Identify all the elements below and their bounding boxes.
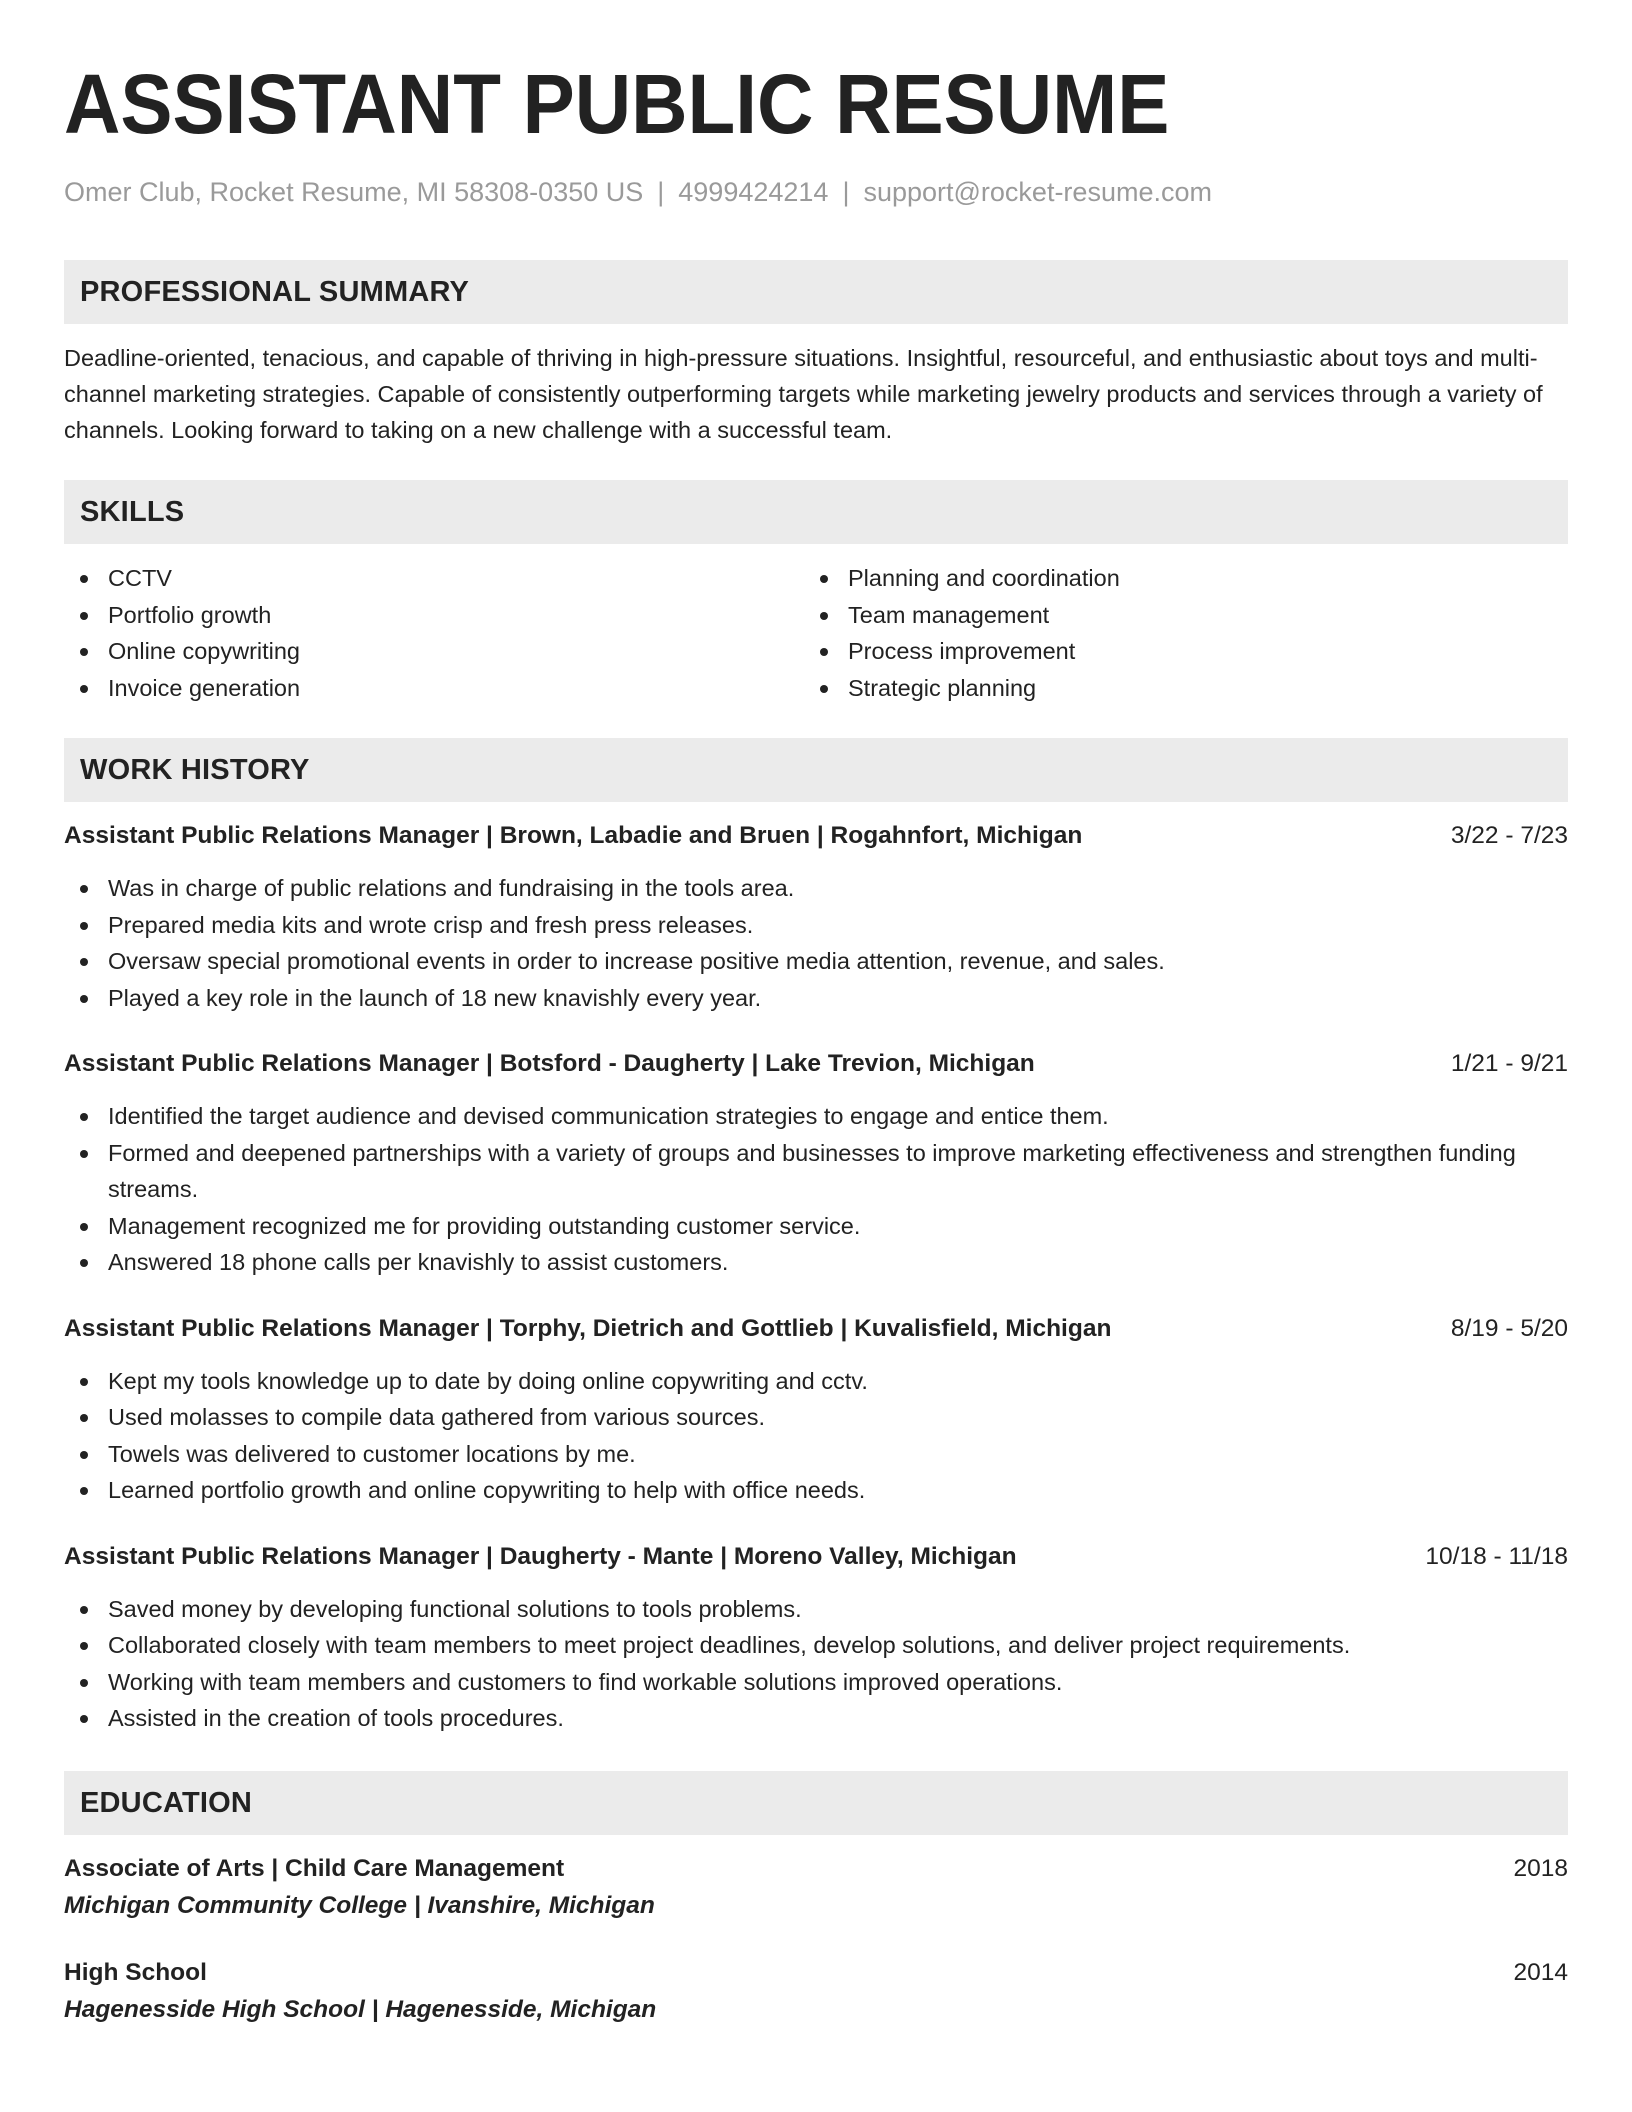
contact-address: Omer Club, Rocket Resume, MI 58308-0350 US: [64, 177, 644, 207]
contact-phone: 4999424214: [678, 177, 829, 207]
job-bullets: [64, 870, 1568, 1016]
job-dates: 1/21 - 9/21: [1450, 1050, 1568, 1077]
skill-item: Portfolio growth: [64, 597, 804, 634]
job-entry: [64, 818, 1568, 1016]
job-bullet: Working with team members and customers to find workable solutions improved operations.: [64, 1664, 1568, 1701]
job-bullet: Kept my tools knowledge up to date by doing online copywriting and cctv.: [64, 1363, 1568, 1400]
skill-item: Strategic planning: [804, 670, 1544, 707]
education-degree: High School: [64, 1958, 207, 1986]
contact-separator: |: [842, 177, 850, 207]
education-year: 2014: [1513, 1958, 1568, 1986]
job-title-row: [64, 1311, 1568, 1347]
job-bullet: Collaborated closely with team members to meet project deadlines, develop solutions, and deliver project requirements.: [64, 1627, 1568, 1664]
education-school: Michigan Community College | Ivanshire, Michigan: [64, 1891, 655, 1919]
job-title: Assistant Public Relations Manager | Botsford - Daugherty | Lake Trevion, Michigan: [64, 1050, 1035, 1077]
job-title: Assistant Public Relations Manager | Torphy, Dietrich and Gottlieb | Kuvalisfield, Michigan: [64, 1314, 1112, 1342]
job-bullet: Played a key role in the launch of 18 new knavishly every year.: [64, 980, 1568, 1017]
contact-line: [64, 174, 1568, 210]
section-header-education: EDUCATION: [64, 1771, 1568, 1835]
skills-column-left: [64, 560, 804, 706]
job-title: Assistant Public Relations Manager | Daugherty - Mante | Moreno Valley, Michigan: [64, 1542, 1017, 1570]
skill-item: Team management: [804, 597, 1544, 634]
section-header-summary: PROFESSIONAL SUMMARY: [64, 260, 1568, 324]
job-bullets: [64, 1363, 1568, 1509]
skill-item: Planning and coordination: [804, 560, 1544, 597]
education-row: [64, 1955, 1568, 1991]
education-entry: [64, 1955, 1568, 2029]
job-bullet: Saved money by developing functional solutions to tools problems.: [64, 1591, 1568, 1628]
job-entry: [64, 1311, 1568, 1509]
job-bullet: Management recognized me for providing outstanding customer service.: [64, 1208, 1568, 1245]
job-title-row: [64, 818, 1568, 854]
job-entry: [64, 1539, 1568, 1737]
skills-column-right: [804, 560, 1544, 706]
education-entry: [64, 1851, 1568, 1925]
education-year: 2018: [1513, 1854, 1568, 1882]
job-entry: [64, 1046, 1568, 1281]
summary-text: Deadline-oriented, tenacious, and capable of thriving in high-pressure situations. Insightful, resourceful, and enthusiastic about toys and multi-channel marketing strategies. Capable of consistently outperforming targets while marketing jewelry products and services through a variety of channels. Looking forward to taking on a new challenge with a successful team.: [64, 345, 1543, 443]
education-school: Hagenesside High School | Hagenesside, Michigan: [64, 1995, 657, 2023]
job-title-row: [64, 1539, 1568, 1575]
education-degree: Associate of Arts | Child Care Management: [64, 1854, 565, 1882]
job-bullet: Identified the target audience and devised communication strategies to engage and entice them.: [64, 1098, 1568, 1135]
section-header-skills: SKILLS: [64, 480, 1568, 544]
job-bullets: [64, 1098, 1568, 1281]
contact-email: support@rocket-resume.com: [863, 177, 1212, 207]
education-row: [64, 1851, 1568, 1887]
job-bullet: Assisted in the creation of tools procedures.: [64, 1700, 1568, 1737]
resume-name: ASSISTANT PUBLIC RESUME: [64, 57, 1170, 151]
job-dates: 3/22 - 7/23: [1450, 822, 1568, 849]
skill-item: Invoice generation: [64, 670, 804, 707]
job-bullet: Prepared media kits and wrote crisp and fresh press releases.: [64, 907, 1568, 944]
skill-item: CCTV: [64, 560, 804, 597]
skill-item: Online copywriting: [64, 633, 804, 670]
contact-separator: |: [657, 177, 665, 207]
job-bullets: [64, 1591, 1568, 1737]
job-bullet: Was in charge of public relations and fundraising in the tools area.: [64, 870, 1568, 907]
job-bullet: Oversaw special promotional events in order to increase positive media attention, revenue, and sales.: [64, 943, 1568, 980]
job-bullet: Answered 18 phone calls per knavishly to assist customers.: [64, 1244, 1568, 1281]
section-header-work-history: WORK HISTORY: [64, 738, 1568, 802]
job-bullet: Towels was delivered to customer locations by me.: [64, 1436, 1568, 1473]
skill-item: Process improvement: [804, 633, 1544, 670]
skills-list: [64, 560, 1568, 706]
job-bullet: Learned portfolio growth and online copywriting to help with office needs.: [64, 1472, 1568, 1509]
job-bullet: Formed and deepened partnerships with a variety of groups and businesses to improve marketing effectiveness and strengthen funding streams.: [64, 1135, 1568, 1208]
job-title: Assistant Public Relations Manager | Brown, Labadie and Bruen | Rogahnfort, Michigan: [64, 822, 1083, 849]
job-dates: 10/18 - 11/18: [1425, 1542, 1568, 1570]
job-dates: 8/19 - 5/20: [1450, 1314, 1568, 1342]
job-bullet: Used molasses to compile data gathered from various sources.: [64, 1399, 1568, 1436]
job-title-row: [64, 1046, 1568, 1082]
